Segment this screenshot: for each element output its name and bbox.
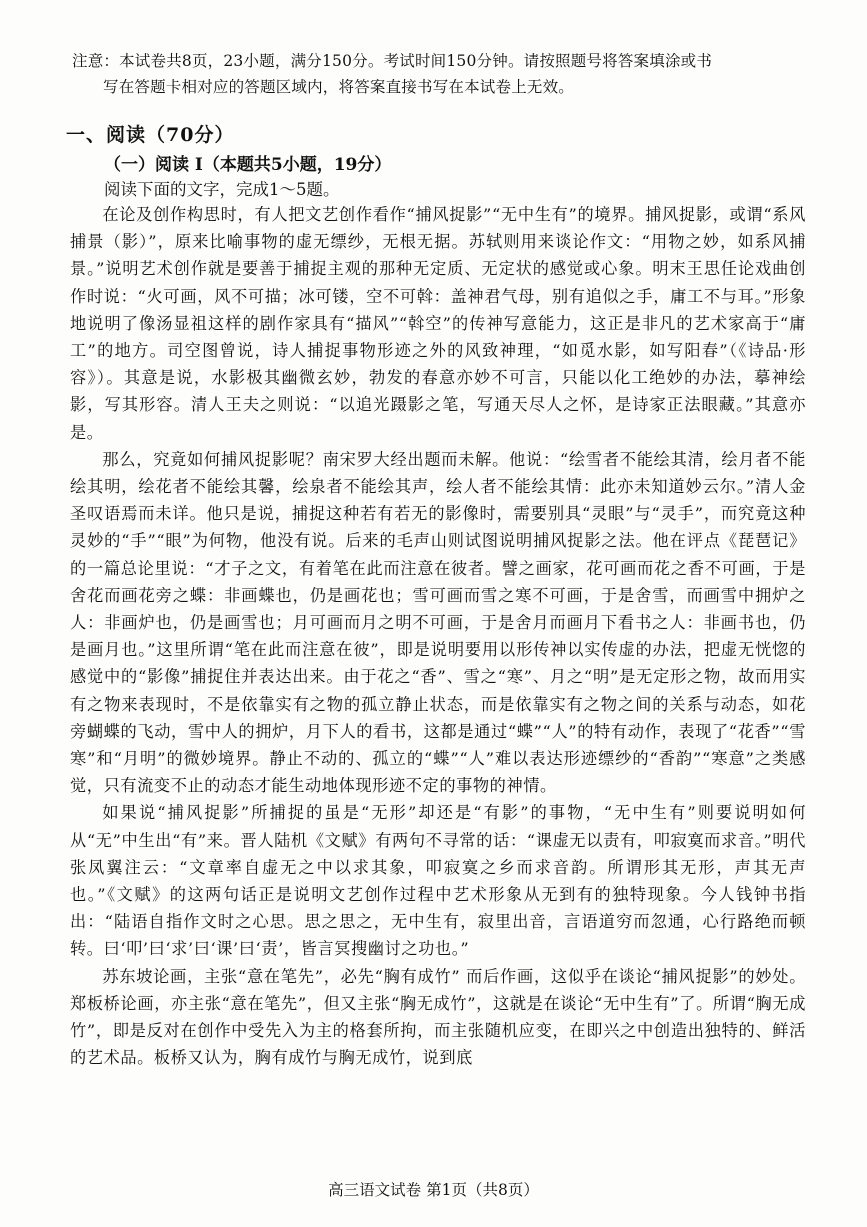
section-title: 一、阅读（70分） xyxy=(66,124,235,146)
page-footer: 高三语文试卷 第1页（共8页） xyxy=(328,1181,539,1199)
notice-line-1: 注意：本试卷共8页，23小题，满分150分。考试时间150分钟。请按照题号将答案填涂或书 xyxy=(72,52,713,70)
passage-paragraph-4: 苏东坡论画，主张“意在笔先”，必先“胸有成竹” 而后作画，这似乎在谈论“捕风捉影”的妙处。郑板桥论画，亦主张“意在笔先”，但又主张“胸无成竹”，这就是在谈论“无中生有”了。所谓“胸无成竹”，即是反对在创作中受先入为主的格套所拘，而主张随机应变，在即兴之中创造出独特的、鲜活的艺术品。板桥又认为，胸有成竹与胸无成竹，说到底 xyxy=(70,966,806,1068)
passage-paragraph-3: 如果说“捕风捉影”所捕捉的虽是“无形”却还是“有影”的事物，“无中生有”则要说明如何从“无”中生出“有”来。晋人陆机《文赋》有两句不寻常的话：“课虚无以责有，叩寂寞而求音。”明代张凤翼注云：“文章率自虚无之中以求其象，叩寂寞之乡而求音韵。所谓形其无形，声其无声也。”《文赋》的这两句话正是说明文艺创作过程中艺术形象从无到有的独特现象。今人钱钟书指出：“陆语自指作文时之心思。思之思之，无中生有，寂里出音，言语道穷而忽通，心行路绝而顿转。曰‘叩’曰‘求’曰‘课’曰‘责’，皆言冥搜幽讨之功也。” xyxy=(70,803,806,959)
sub-title: （一）阅读 I（本题共5小题，19分） xyxy=(104,155,392,175)
passage-paragraph-1: 在论及创作构思时，有人把文艺创作看作“捕风捉影”“无中生有”的境界。捕风捉影，或谓“系风捕景（影）”，原来比喻事物的虚无缥纱，无根无据。苏轼则用来谈论作文：“用物之妙，如系风捕景。”说明艺术创作就是要善于捕捉主观的那种无定质、无定状的感觉或心象。明末王思任论戏曲创作时说：“火可画，风不可描；冰可镂，空不可斡：盖神君气母，别有追似之手，庸工不与耳。”形象地说明了像汤显祖这样的剧作家具有“描风”“斡空”的传神写意能力，这正是非凡的艺术家高于“庸工”的地方。司空图曾说，诗人捕捉事物形迹之外的风致神理，“如觅水影，如写阳春”（《诗品·形容》）。其意是说，水影极其幽微玄妙，勃发的春意亦妙不可言，只能以化工绝妙的办法，摹神绘影，写其形容。清人王夫之则说：“以追光蹑影之笔，写通天尽人之怀，是诗家正法眼藏。”其意亦是。 xyxy=(70,205,806,442)
exam-notice xyxy=(72,48,802,100)
reading-passage xyxy=(70,201,806,1072)
reading-instruction: 阅读下面的文字，完成1～5题。 xyxy=(104,180,340,199)
notice-line-2: 写在答题卡相对应的答题区域内，将答案直接书写在本试卷上无效。 xyxy=(103,78,575,96)
passage-paragraph-2: 那么，究竟如何捕风捉影呢？南宋罗大经出题而未解。他说：“绘雪者不能绘其清，绘月者不能绘其明，绘花者不能绘其馨，绘泉者不能绘其声，绘人者不能绘其情：此亦未知道妙云尔。”清人金圣叹语焉而未详。他只是说，捕捉这种若有若无的影像时，需要别具“灵眼”与“灵手”，而究竟这种灵妙的“手”“眼”为何物，他没有说。后来的毛声山则试图说明捕风捉影之法。他在评点《琵琶记》的一篇总论里说：“才子之文，有着笔在此而注意在彼者。譬之画家，花可画而花之香不可画，于是舍花而画花旁之蝶：非画蝶也，仍是画花也；雪可画而雪之寒不可画，于是舍雪，而画雪中拥炉之人：非画炉也，仍是画雪也；月可画而月之明不可画，于是舍月而画月下看书之人：非画书也，仍是画月也。”这里所谓“笔在此而注意在彼”，即是说明要用以形传神以实传虚的办法，把虚无恍惚的感觉中的“影像”捕捉住并表达出来。由于花之“香”、雪之“寒”、月之“明”是无定形之物，故而用实有之物来表现时，不是依靠实有之物的孤立静止状态，而是依靠实有之物之间的关系与动态，如花旁蝴蝶的飞动，雪中人的拥炉，月下人的看书，这都是通过“蝶”“人”的特有动作，表现了“花香”“雪寒”和“月明”的微妙境界。静止不动的、孤立的“蝶”“人”难以表达形迹缥纱的“香韵”“寒意”之类感觉，只有流变不止的动态才能生动地体现形迹不定的事物的神情。 xyxy=(70,449,806,796)
